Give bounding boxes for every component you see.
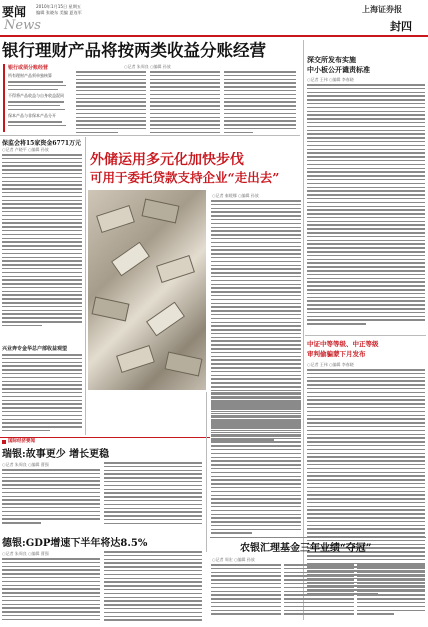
right-headline-3: 中证中等等级、中正等级	[307, 340, 379, 348]
section-title-cn: 要闻	[2, 5, 27, 19]
lead-body-col3	[224, 71, 296, 133]
bottom-body-col2	[284, 564, 354, 615]
column-divider	[206, 392, 207, 552]
lead-body-col1	[76, 71, 146, 133]
left-headline: 保监会将15家资金6771万元	[2, 140, 82, 147]
intl-byline-2: ○记者 朱周良 ○编辑 曹强	[2, 551, 49, 556]
right-headline-4: 审判偷骗蒙下月发布	[307, 350, 366, 358]
currency-photo	[88, 190, 206, 390]
intl-section-label: 国际经济要闻	[8, 439, 35, 444]
masthead-rule	[0, 35, 428, 37]
intl-body-1b	[104, 462, 202, 524]
intl-headline-2: 德银:GDP增速下半年将达8.5%	[2, 538, 148, 549]
intl-byline-1: ○记者 朱周良 ○编辑 曹强	[2, 462, 49, 467]
right-headline-1: 深交所发布实施	[307, 55, 356, 64]
feature-byline: ○记者 秦媛娜 ○编辑 孙放	[212, 193, 259, 198]
lead-headline: 银行理财产品将按两类收益分账经营	[2, 41, 266, 60]
bottom-body-col3	[357, 564, 425, 615]
lead-body-col2	[150, 71, 220, 133]
paper-name: 上海证券报	[362, 4, 402, 14]
left-body-1	[2, 154, 82, 326]
feature-body-col2	[211, 392, 301, 534]
right-body-2	[307, 369, 425, 595]
right-byline: ○记者 王伟 ○编辑 李春晓	[307, 77, 354, 82]
intl-body-2a	[2, 558, 100, 620]
lead-summary-title: 银行或须分账经营	[8, 65, 49, 71]
bottom-byline: ○记者 周宏 ○编辑 孙放	[212, 557, 255, 562]
left-subheadline: 兴业奔专金华总户部收益观望	[2, 346, 68, 352]
intl-section-bar	[0, 437, 210, 445]
left-body-2	[2, 354, 82, 431]
lead-summary-box	[3, 64, 69, 132]
bottom-body-col1	[211, 564, 281, 615]
right-body-1	[307, 84, 425, 325]
right-byline-2: ○记者 王伟 ○编辑 李春晓	[307, 362, 354, 367]
column-divider	[303, 40, 304, 620]
column-divider	[85, 137, 86, 435]
feature-headline-2: 可用于委托贷款支持企业“走出去”	[90, 170, 280, 185]
date-line: 2010年1月15日 星期五	[36, 4, 82, 9]
divider	[210, 537, 426, 538]
page-label: 封四	[390, 20, 412, 33]
left-byline: ○记者 卢晓平 ○编辑 孙放	[2, 147, 49, 152]
lead-byline: ○记者 朱周良 ○编辑 孙放	[124, 64, 171, 69]
divider	[305, 335, 426, 336]
intl-body-2b	[104, 551, 202, 621]
summary-item: 不得将产品收益与自身收益混同	[8, 93, 64, 99]
section-title-en: News	[4, 18, 41, 33]
intl-headline-1: 瑞银:故事更少 增长更稳	[2, 449, 110, 460]
masthead	[0, 0, 428, 40]
summary-item: 所有理财产品须单独核算	[8, 73, 52, 78]
editors-line: 编辑 张晓东 美编 夏连军	[36, 10, 82, 15]
intl-body-1a	[2, 469, 100, 524]
feature-headline-1: 外储运用多元化加快步伐	[90, 152, 244, 168]
summary-item: 保本产品与非保本产品分开	[8, 113, 56, 119]
right-headline-2: 中小板公开谴责标准	[307, 65, 370, 74]
bottom-headline: 农银汇理基金三年业绩“夺冠”	[240, 543, 372, 554]
divider	[0, 135, 300, 136]
section-marker-icon	[2, 440, 6, 444]
